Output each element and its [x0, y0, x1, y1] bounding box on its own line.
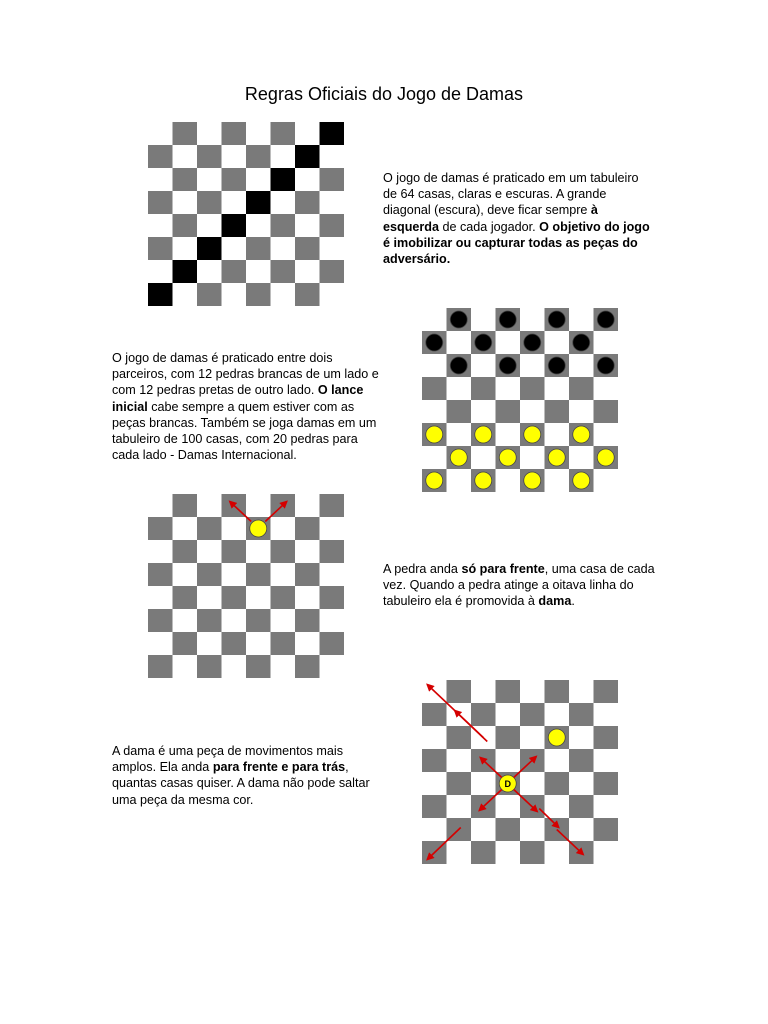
light-square [447, 331, 472, 354]
light-square [222, 655, 247, 678]
dark-square [496, 818, 521, 841]
light-square [471, 680, 496, 703]
light-square [271, 517, 296, 540]
dark-square [271, 540, 296, 563]
black-piece [573, 334, 590, 351]
light-square [496, 423, 521, 446]
light-square [173, 563, 198, 586]
light-square [222, 283, 247, 306]
light-square [471, 772, 496, 795]
dark-square [545, 680, 570, 703]
light-square [422, 726, 447, 749]
light-square [173, 609, 198, 632]
dark-square [271, 168, 296, 191]
white-piece [475, 426, 492, 443]
white-piece [250, 520, 267, 537]
dark-square [271, 586, 296, 609]
dark-square [496, 400, 521, 423]
light-square [271, 145, 296, 168]
light-square [471, 354, 496, 377]
dark-square [471, 377, 496, 400]
light-square [320, 145, 345, 168]
light-square [422, 772, 447, 795]
dark-square [246, 191, 271, 214]
dark-square [520, 377, 545, 400]
dark-square [271, 260, 296, 283]
light-square [295, 122, 320, 145]
light-square [496, 841, 521, 864]
light-square [594, 841, 619, 864]
light-square [594, 703, 619, 726]
light-square [173, 517, 198, 540]
dark-square [594, 772, 619, 795]
light-square [496, 795, 521, 818]
light-square [148, 214, 173, 237]
light-square [197, 586, 222, 609]
white-piece [548, 449, 565, 466]
dark-square [569, 795, 594, 818]
dark-square [173, 122, 198, 145]
light-square [569, 772, 594, 795]
dark-square [295, 563, 320, 586]
light-square [496, 749, 521, 772]
dark-square [222, 122, 247, 145]
light-square [569, 446, 594, 469]
dark-square [246, 283, 271, 306]
section-piece-movement-text: A pedra anda só para frente, uma casa de cada vez. Quando a pedra atinge a oitava linha do tabuleiro ela é promovida à dama. [383, 562, 655, 609]
board-grand-diagonal [148, 122, 344, 306]
light-square [569, 308, 594, 331]
light-square [422, 308, 447, 331]
dark-square [320, 122, 345, 145]
dark-square [447, 772, 472, 795]
light-square [295, 632, 320, 655]
dark-square [295, 609, 320, 632]
dark-square [148, 655, 173, 678]
light-square [594, 423, 619, 446]
dark-square [295, 655, 320, 678]
light-square [222, 517, 247, 540]
dark-square [197, 655, 222, 678]
light-square [222, 609, 247, 632]
dark-square [222, 540, 247, 563]
light-square [246, 168, 271, 191]
dark-square [594, 680, 619, 703]
light-square [246, 260, 271, 283]
light-square [271, 283, 296, 306]
dark-square [569, 749, 594, 772]
light-square [246, 586, 271, 609]
dark-square [569, 377, 594, 400]
dark-square [320, 168, 345, 191]
light-square [148, 168, 173, 191]
light-square [173, 655, 198, 678]
dark-square [422, 749, 447, 772]
light-square [447, 749, 472, 772]
white-piece [548, 729, 565, 746]
dark-square [271, 214, 296, 237]
light-square [545, 795, 570, 818]
light-square [271, 609, 296, 632]
dark-square [295, 517, 320, 540]
light-square [148, 260, 173, 283]
light-square [447, 841, 472, 864]
black-piece [597, 357, 614, 374]
dark-square [173, 214, 198, 237]
dark-square [246, 145, 271, 168]
light-square [148, 586, 173, 609]
dark-square [197, 517, 222, 540]
dark-square [295, 283, 320, 306]
light-square [545, 703, 570, 726]
page-title: Regras Oficiais do Jogo de Damas [244, 84, 524, 104]
light-square [222, 563, 247, 586]
light-square [197, 214, 222, 237]
light-square [447, 795, 472, 818]
light-square [320, 191, 345, 214]
light-square [271, 237, 296, 260]
light-square [197, 168, 222, 191]
dark-square [246, 237, 271, 260]
light-square [471, 400, 496, 423]
light-square [295, 586, 320, 609]
dark-square [197, 563, 222, 586]
dark-square [471, 703, 496, 726]
dark-square [148, 237, 173, 260]
light-square [246, 540, 271, 563]
light-square [148, 540, 173, 563]
dark-square [197, 609, 222, 632]
light-square [447, 423, 472, 446]
light-square [222, 237, 247, 260]
dark-square [222, 586, 247, 609]
dark-square [520, 703, 545, 726]
light-square [447, 469, 472, 492]
dark-square [173, 168, 198, 191]
black-piece [450, 311, 467, 328]
black-piece [597, 311, 614, 328]
board-initial-position [422, 308, 618, 492]
dark-square [295, 191, 320, 214]
board-piece-movement [148, 494, 344, 678]
white-piece [499, 449, 516, 466]
light-square [447, 377, 472, 400]
light-square [520, 354, 545, 377]
light-square [569, 818, 594, 841]
light-square [320, 517, 345, 540]
dark-square [173, 540, 198, 563]
light-square [148, 632, 173, 655]
light-square [471, 818, 496, 841]
white-piece [524, 472, 541, 489]
light-square [173, 237, 198, 260]
white-piece [573, 472, 590, 489]
light-square [545, 331, 570, 354]
light-square [471, 446, 496, 469]
black-piece [524, 334, 541, 351]
dark-square [545, 400, 570, 423]
dark-square [447, 400, 472, 423]
light-square [545, 749, 570, 772]
light-square [520, 772, 545, 795]
dark-square [222, 214, 247, 237]
white-piece [450, 449, 467, 466]
dark-square [173, 260, 198, 283]
dark-square [246, 655, 271, 678]
light-square [520, 446, 545, 469]
dark-square [222, 168, 247, 191]
white-piece [524, 426, 541, 443]
dark-square [246, 609, 271, 632]
light-square [246, 214, 271, 237]
black-piece [548, 357, 565, 374]
dark-square [320, 214, 345, 237]
light-square [320, 655, 345, 678]
light-square [271, 563, 296, 586]
light-square [594, 377, 619, 400]
light-square [222, 145, 247, 168]
light-square [422, 446, 447, 469]
dark-square [197, 237, 222, 260]
section-board-rules-text: O jogo de damas é praticado em um tabuleiro de 64 casas, claras e escuras. A grande diagonal (escura), deve ficar sempre à esquerda de cada jogador. O objetivo do jogo é imobilizar ou capturar todas as peças do adversário. [383, 171, 650, 267]
light-square [496, 377, 521, 400]
light-square [295, 260, 320, 283]
light-square [173, 145, 198, 168]
dark-square [222, 632, 247, 655]
light-square [222, 191, 247, 214]
dark-square [148, 517, 173, 540]
light-square [197, 494, 222, 517]
dark-square [447, 726, 472, 749]
dark-square [320, 632, 345, 655]
section-dama-movement-text: A dama é uma peça de movimentos mais amplos. Ela anda para frente e para trás, quantas casas quiser. A dama não pode saltar uma peça da mesma cor. [112, 744, 370, 807]
dark-square [422, 795, 447, 818]
light-square [594, 469, 619, 492]
light-square [246, 494, 271, 517]
light-square [569, 680, 594, 703]
dark-square [320, 494, 345, 517]
light-square [545, 469, 570, 492]
light-square [246, 632, 271, 655]
light-square [569, 354, 594, 377]
light-square [197, 540, 222, 563]
dark-square [471, 841, 496, 864]
light-square [520, 400, 545, 423]
dark-square [320, 540, 345, 563]
dark-square [271, 632, 296, 655]
light-square [545, 841, 570, 864]
dark-square [148, 283, 173, 306]
dark-square [148, 191, 173, 214]
light-square [148, 122, 173, 145]
light-square [197, 632, 222, 655]
dark-square [197, 283, 222, 306]
dark-square [197, 145, 222, 168]
dark-square [197, 191, 222, 214]
light-square [173, 191, 198, 214]
light-square [496, 703, 521, 726]
white-piece [597, 449, 614, 466]
dark-square [271, 122, 296, 145]
light-square [320, 283, 345, 306]
dark-square [422, 703, 447, 726]
dark-square [295, 145, 320, 168]
light-square [295, 214, 320, 237]
light-square [320, 237, 345, 260]
light-square [422, 818, 447, 841]
black-piece [499, 311, 516, 328]
white-piece [426, 472, 443, 489]
light-square [545, 377, 570, 400]
dark-square [148, 563, 173, 586]
light-square [422, 354, 447, 377]
light-square [569, 400, 594, 423]
dark-square [422, 377, 447, 400]
light-square [594, 795, 619, 818]
white-piece [475, 472, 492, 489]
dama-label: D [504, 779, 511, 789]
dark-square [320, 586, 345, 609]
light-square [148, 494, 173, 517]
light-square [197, 260, 222, 283]
black-piece [426, 334, 443, 351]
light-square [422, 400, 447, 423]
black-piece [548, 311, 565, 328]
light-square [545, 423, 570, 446]
light-square [271, 191, 296, 214]
dark-square [594, 818, 619, 841]
dark-square [569, 703, 594, 726]
dark-square [173, 632, 198, 655]
board-dama-movement [422, 680, 618, 864]
light-square [520, 680, 545, 703]
light-square [594, 331, 619, 354]
dark-square [496, 680, 521, 703]
light-square [569, 726, 594, 749]
dark-square [173, 494, 198, 517]
white-piece [573, 426, 590, 443]
light-square [173, 283, 198, 306]
light-square [295, 168, 320, 191]
dark-square [148, 609, 173, 632]
light-square [295, 540, 320, 563]
light-square [271, 655, 296, 678]
white-piece [426, 426, 443, 443]
dark-square [496, 726, 521, 749]
dark-square [594, 726, 619, 749]
black-piece [450, 357, 467, 374]
light-square [320, 609, 345, 632]
dark-square [173, 586, 198, 609]
dark-square [222, 260, 247, 283]
light-square [496, 469, 521, 492]
light-square [295, 494, 320, 517]
dark-square [246, 563, 271, 586]
light-square [594, 749, 619, 772]
black-piece [499, 357, 516, 374]
light-square [320, 563, 345, 586]
dark-square [295, 237, 320, 260]
dark-square [520, 841, 545, 864]
dark-square [148, 145, 173, 168]
black-piece [475, 334, 492, 351]
dark-square [545, 772, 570, 795]
light-square [197, 122, 222, 145]
dark-square [594, 400, 619, 423]
dark-square [447, 680, 472, 703]
light-square [520, 308, 545, 331]
light-square [520, 726, 545, 749]
dark-square [320, 260, 345, 283]
light-square [496, 331, 521, 354]
light-square [520, 818, 545, 841]
light-square [471, 308, 496, 331]
section-players-text: O jogo de damas é praticado entre dois parceiros, com 12 pedras brancas de um lado e com 12 pedras pretas de outro lado. O lance inicial cabe sempre a quem estiver com as peças brancas. Também se joga damas em um tabuleiro de 100 casas, com 20 pedras para cada lado - Damas Internacional. [112, 351, 379, 463]
light-square [246, 122, 271, 145]
